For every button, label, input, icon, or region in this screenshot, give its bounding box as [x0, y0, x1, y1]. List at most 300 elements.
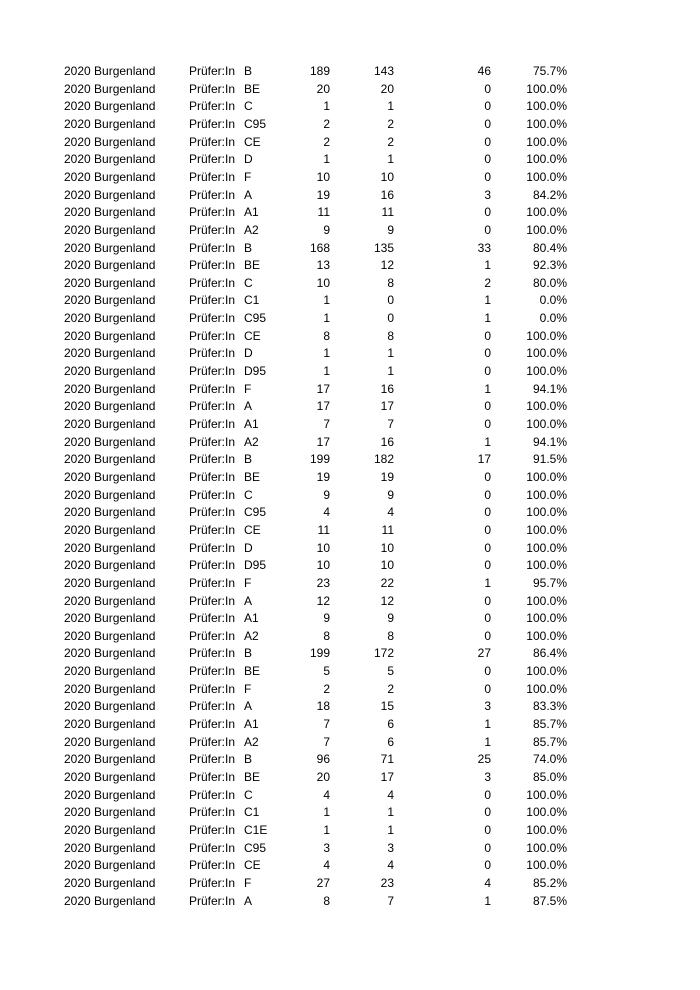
- failed-cell: 1: [484, 258, 491, 273]
- failed-cell: 3: [484, 770, 491, 784]
- role-cell: Prüfer:In: [189, 893, 236, 908]
- table-row: [0, 575, 700, 593]
- pass-rate-cell: 100.0%: [526, 540, 567, 555]
- license-class-cell: CE: [244, 522, 261, 537]
- total-cell: 8: [323, 328, 330, 343]
- total-cell: 1: [323, 346, 330, 361]
- license-class-cell: A2: [244, 222, 259, 237]
- region-year-cell: 2020 Burgenland: [64, 734, 156, 749]
- license-class-cell: C1: [244, 293, 260, 308]
- failed-cell: 0: [484, 328, 491, 343]
- failed-cell: 0: [484, 822, 491, 837]
- passed-cell: 16: [380, 381, 394, 396]
- role-cell: Prüfer:In: [189, 381, 236, 396]
- total-cell: 2: [323, 116, 330, 131]
- total-cell: 1: [323, 293, 330, 308]
- license-class-cell: F: [244, 575, 252, 590]
- license-class-cell: F: [244, 381, 252, 396]
- total-cell: 96: [316, 752, 330, 767]
- pass-rate-cell: 100.0%: [526, 116, 567, 131]
- role-cell: Prüfer:In: [189, 469, 236, 484]
- license-class-cell: D: [244, 540, 253, 555]
- table-row: [0, 593, 700, 611]
- license-class-cell: CE: [244, 328, 261, 343]
- license-class-cell: C: [244, 787, 253, 802]
- license-class-cell: B: [244, 646, 253, 661]
- role-cell: Prüfer:In: [189, 258, 236, 273]
- role-cell: Prüfer:In: [189, 752, 236, 767]
- pass-rate-cell: 75.7%: [532, 64, 567, 78]
- table-row: [0, 628, 700, 646]
- region-year-cell: 2020 Burgenland: [64, 487, 156, 502]
- total-cell: 1: [323, 805, 330, 820]
- pass-rate-cell: 100.0%: [526, 805, 567, 820]
- role-cell: Prüfer:In: [189, 805, 236, 820]
- region-year-cell: 2020 Burgenland: [64, 328, 156, 343]
- failed-cell: 0: [484, 152, 491, 167]
- table-row: [0, 857, 700, 875]
- passed-cell: 8: [387, 328, 394, 343]
- failed-cell: 0: [484, 346, 491, 361]
- role-cell: Prüfer:In: [189, 875, 236, 890]
- region-year-cell: 2020 Burgenland: [64, 258, 156, 273]
- total-cell: 4: [323, 505, 330, 520]
- total-cell: 2: [323, 681, 330, 696]
- license-class-cell: D: [244, 152, 253, 167]
- passed-cell: 22: [380, 575, 394, 590]
- role-cell: Prüfer:In: [189, 240, 236, 255]
- pass-rate-cell: 85.7%: [532, 734, 567, 749]
- passed-cell: 5: [387, 664, 394, 679]
- pass-rate-cell: 100.0%: [526, 611, 567, 626]
- region-year-cell: 2020 Burgenland: [64, 187, 156, 202]
- pass-rate-cell: 100.0%: [526, 399, 567, 414]
- total-cell: 199: [309, 646, 330, 661]
- role-cell: Prüfer:In: [189, 822, 236, 837]
- failed-cell: 25: [477, 752, 491, 767]
- pass-rate-cell: 100.0%: [526, 134, 567, 149]
- pass-rate-cell: 85.7%: [532, 717, 567, 732]
- table-row: [0, 81, 700, 99]
- role-cell: Prüfer:In: [189, 787, 236, 802]
- pass-rate-cell: 100.0%: [526, 558, 567, 573]
- license-class-cell: A1: [244, 611, 259, 626]
- passed-cell: 10: [380, 540, 394, 555]
- table-row: [0, 275, 700, 293]
- role-cell: Prüfer:In: [189, 134, 236, 149]
- region-year-cell: 2020 Burgenland: [64, 81, 156, 96]
- failed-cell: 0: [484, 593, 491, 608]
- license-class-cell: C95: [244, 311, 267, 326]
- total-cell: 20: [316, 770, 330, 784]
- role-cell: Prüfer:In: [189, 628, 236, 643]
- license-class-cell: B: [244, 452, 253, 467]
- region-year-cell: 2020 Burgenland: [64, 628, 156, 643]
- role-cell: Prüfer:In: [189, 487, 236, 502]
- license-class-cell: A: [244, 399, 253, 414]
- role-cell: Prüfer:In: [189, 611, 236, 626]
- license-class-cell: A: [244, 893, 253, 908]
- role-cell: Prüfer:In: [189, 99, 236, 114]
- license-class-cell: D95: [244, 558, 267, 573]
- table-row: [0, 522, 700, 540]
- pass-rate-cell: 100.0%: [526, 593, 567, 608]
- table-row: [0, 416, 700, 434]
- table-row: [0, 63, 700, 81]
- license-class-cell: F: [244, 875, 252, 890]
- total-cell: 13: [316, 258, 330, 273]
- role-cell: Prüfer:In: [189, 275, 236, 290]
- region-year-cell: 2020 Burgenland: [64, 805, 156, 820]
- total-cell: 10: [316, 275, 330, 290]
- table-row: [0, 663, 700, 681]
- failed-cell: 0: [484, 628, 491, 643]
- failed-cell: 0: [484, 611, 491, 626]
- table-row: [0, 328, 700, 346]
- table-row: [0, 875, 700, 893]
- failed-cell: 0: [484, 169, 491, 184]
- license-class-cell: A2: [244, 628, 259, 643]
- total-cell: 3: [323, 840, 330, 855]
- failed-cell: 27: [477, 646, 491, 661]
- role-cell: Prüfer:In: [189, 558, 236, 573]
- total-cell: 11: [317, 522, 330, 537]
- table-row: [0, 698, 700, 716]
- role-cell: Prüfer:In: [189, 187, 236, 202]
- pass-rate-cell: 74.0%: [532, 752, 567, 767]
- pass-rate-cell: 100.0%: [526, 81, 567, 96]
- total-cell: 12: [316, 593, 330, 608]
- role-cell: Prüfer:In: [189, 293, 236, 308]
- passed-cell: 182: [373, 452, 394, 467]
- table-row: [0, 98, 700, 116]
- region-year-cell: 2020 Burgenland: [64, 875, 156, 890]
- license-class-cell: BE: [244, 664, 261, 679]
- table-row: [0, 487, 700, 505]
- table-row: [0, 645, 700, 663]
- license-class-cell: A1: [244, 205, 259, 220]
- table-row: [0, 804, 700, 822]
- failed-cell: 0: [484, 222, 491, 237]
- passed-cell: 9: [387, 487, 394, 502]
- total-cell: 7: [323, 417, 330, 431]
- total-cell: 9: [323, 487, 330, 502]
- passed-cell: 6: [387, 734, 394, 749]
- region-year-cell: 2020 Burgenland: [64, 575, 156, 590]
- table-row: [0, 257, 700, 275]
- passed-cell: 71: [380, 752, 394, 767]
- table-row: [0, 222, 700, 240]
- region-year-cell: 2020 Burgenland: [64, 152, 156, 167]
- total-cell: 1: [323, 99, 330, 114]
- failed-cell: 0: [484, 81, 491, 96]
- license-class-cell: F: [244, 169, 252, 184]
- failed-cell: 0: [484, 840, 491, 855]
- role-cell: Prüfer:In: [189, 364, 236, 379]
- license-class-cell: C1E: [244, 822, 268, 837]
- license-class-cell: D95: [244, 364, 267, 379]
- table-row: [0, 292, 700, 310]
- pass-rate-cell: 84.2%: [532, 187, 567, 202]
- region-year-cell: 2020 Burgenland: [64, 822, 156, 837]
- failed-cell: 0: [484, 664, 491, 679]
- passed-cell: 172: [373, 646, 394, 661]
- pass-rate-cell: 100.0%: [526, 222, 567, 237]
- region-year-cell: 2020 Burgenland: [64, 275, 156, 290]
- table-row: [0, 681, 700, 699]
- role-cell: Prüfer:In: [189, 169, 236, 184]
- total-cell: 4: [323, 787, 330, 802]
- passed-cell: 12: [380, 593, 394, 608]
- role-cell: Prüfer:In: [189, 64, 236, 78]
- total-cell: 2: [323, 134, 330, 149]
- pass-rate-cell: 95.7%: [532, 575, 567, 590]
- passed-cell: 10: [380, 169, 394, 184]
- region-year-cell: 2020 Burgenland: [64, 717, 156, 732]
- total-cell: 17: [316, 399, 330, 414]
- pass-rate-cell: 0.0%: [539, 293, 567, 308]
- passed-cell: 19: [380, 469, 394, 484]
- pass-rate-cell: 100.0%: [526, 681, 567, 696]
- license-class-cell: A2: [244, 434, 259, 449]
- region-year-cell: 2020 Burgenland: [64, 311, 156, 326]
- region-year-cell: 2020 Burgenland: [64, 417, 156, 431]
- role-cell: Prüfer:In: [189, 434, 236, 449]
- region-year-cell: 2020 Burgenland: [64, 540, 156, 555]
- passed-cell: 7: [387, 417, 394, 431]
- region-year-cell: 2020 Burgenland: [64, 240, 156, 255]
- failed-cell: 0: [484, 505, 491, 520]
- region-year-cell: 2020 Burgenland: [64, 434, 156, 449]
- role-cell: Prüfer:In: [189, 858, 236, 873]
- region-year-cell: 2020 Burgenland: [64, 770, 156, 784]
- pass-rate-cell: 91.5%: [532, 452, 567, 467]
- passed-cell: 8: [387, 628, 394, 643]
- table-row: [0, 540, 700, 558]
- license-class-cell: A: [244, 593, 253, 608]
- failed-cell: 46: [477, 64, 491, 78]
- total-cell: 4: [323, 858, 330, 873]
- region-year-cell: 2020 Burgenland: [64, 699, 156, 714]
- license-class-cell: CE: [244, 858, 261, 873]
- total-cell: 18: [316, 699, 330, 714]
- failed-cell: 1: [484, 893, 491, 908]
- license-class-cell: A: [244, 699, 253, 714]
- region-year-cell: 2020 Burgenland: [64, 205, 156, 220]
- passed-cell: 4: [387, 505, 394, 520]
- region-year-cell: 2020 Burgenland: [64, 364, 156, 379]
- region-year-cell: 2020 Burgenland: [64, 522, 156, 537]
- region-year-cell: 2020 Burgenland: [64, 893, 156, 908]
- license-class-cell: B: [244, 752, 253, 767]
- total-cell: 17: [316, 434, 330, 449]
- region-year-cell: 2020 Burgenland: [64, 611, 156, 626]
- total-cell: 19: [316, 469, 330, 484]
- total-cell: 5: [323, 664, 330, 679]
- passed-cell: 1: [387, 364, 394, 379]
- failed-cell: 3: [484, 187, 491, 202]
- passed-cell: 135: [373, 240, 394, 255]
- pass-rate-cell: 100.0%: [526, 840, 567, 855]
- region-year-cell: 2020 Burgenland: [64, 134, 156, 149]
- role-cell: Prüfer:In: [189, 81, 236, 96]
- region-year-cell: 2020 Burgenland: [64, 381, 156, 396]
- total-cell: 168: [309, 240, 330, 255]
- license-class-cell: BE: [244, 258, 261, 273]
- pass-rate-cell: 100.0%: [526, 169, 567, 184]
- failed-cell: 4: [484, 875, 491, 890]
- pass-rate-cell: 100.0%: [526, 822, 567, 837]
- failed-cell: 1: [484, 575, 491, 590]
- table-row: [0, 151, 700, 169]
- pass-rate-cell: 100.0%: [526, 364, 567, 379]
- role-cell: Prüfer:In: [189, 699, 236, 714]
- pass-rate-cell: 0.0%: [539, 311, 567, 326]
- passed-cell: 11: [381, 205, 394, 220]
- failed-cell: 17: [477, 452, 491, 467]
- license-class-cell: A2: [244, 734, 259, 749]
- region-year-cell: 2020 Burgenland: [64, 99, 156, 114]
- pass-rate-cell: 100.0%: [526, 628, 567, 643]
- table-row: [0, 822, 700, 840]
- failed-cell: 0: [484, 787, 491, 802]
- pass-rate-cell: 80.0%: [532, 275, 567, 290]
- region-year-cell: 2020 Burgenland: [64, 169, 156, 184]
- license-class-cell: F: [244, 681, 252, 696]
- table-row: [0, 134, 700, 152]
- total-cell: 27: [316, 875, 330, 890]
- failed-cell: 1: [484, 717, 491, 732]
- passed-cell: 2: [387, 134, 394, 149]
- failed-cell: 0: [484, 487, 491, 502]
- table-row: [0, 310, 700, 328]
- failed-cell: 0: [484, 858, 491, 873]
- table-row: [0, 204, 700, 222]
- pass-rate-cell: 100.0%: [526, 469, 567, 484]
- passed-cell: 1: [387, 346, 394, 361]
- passed-cell: 16: [380, 187, 394, 202]
- passed-cell: 0: [387, 293, 394, 308]
- failed-cell: 0: [484, 469, 491, 484]
- total-cell: 9: [323, 222, 330, 237]
- total-cell: 189: [309, 64, 330, 78]
- table-row: [0, 363, 700, 381]
- region-year-cell: 2020 Burgenland: [64, 64, 156, 78]
- failed-cell: 0: [484, 134, 491, 149]
- total-cell: 7: [323, 717, 330, 732]
- table-row: [0, 734, 700, 752]
- passed-cell: 12: [380, 258, 394, 273]
- total-cell: 1: [323, 822, 330, 837]
- failed-cell: 33: [477, 240, 491, 255]
- region-year-cell: 2020 Burgenland: [64, 664, 156, 679]
- license-class-cell: CE: [244, 134, 261, 149]
- table-row: [0, 787, 700, 805]
- failed-cell: 0: [484, 399, 491, 414]
- passed-cell: 4: [387, 858, 394, 873]
- failed-cell: 1: [484, 434, 491, 449]
- passed-cell: 2: [387, 116, 394, 131]
- pass-rate-cell: 87.5%: [532, 893, 567, 908]
- role-cell: Prüfer:In: [189, 540, 236, 555]
- pass-rate-cell: 85.0%: [532, 770, 567, 784]
- role-cell: Prüfer:In: [189, 222, 236, 237]
- region-year-cell: 2020 Burgenland: [64, 681, 156, 696]
- table-row: [0, 557, 700, 575]
- passed-cell: 11: [381, 522, 394, 537]
- license-class-cell: A1: [244, 717, 259, 732]
- failed-cell: 0: [484, 364, 491, 379]
- passed-cell: 10: [380, 558, 394, 573]
- failed-cell: 0: [484, 417, 491, 431]
- license-class-cell: BE: [244, 469, 261, 484]
- pass-rate-cell: 100.0%: [526, 505, 567, 520]
- license-class-cell: A1: [244, 417, 259, 431]
- region-year-cell: 2020 Burgenland: [64, 646, 156, 661]
- license-class-cell: BE: [244, 770, 261, 784]
- total-cell: 19: [316, 187, 330, 202]
- region-year-cell: 2020 Burgenland: [64, 505, 156, 520]
- table-row: [0, 434, 700, 452]
- total-cell: 10: [316, 540, 330, 555]
- region-year-cell: 2020 Burgenland: [64, 858, 156, 873]
- table-row: [0, 893, 700, 911]
- region-year-cell: 2020 Burgenland: [64, 346, 156, 361]
- table-row: [0, 769, 700, 787]
- failed-cell: 0: [484, 99, 491, 114]
- pass-rate-cell: 100.0%: [526, 487, 567, 502]
- passed-cell: 16: [380, 434, 394, 449]
- table-row: [0, 187, 700, 205]
- total-cell: 1: [323, 311, 330, 326]
- license-class-cell: B: [244, 64, 253, 78]
- region-year-cell: 2020 Burgenland: [64, 116, 156, 131]
- pass-rate-cell: 100.0%: [526, 787, 567, 802]
- passed-cell: 1: [387, 805, 394, 820]
- region-year-cell: 2020 Burgenland: [64, 787, 156, 802]
- failed-cell: 0: [484, 540, 491, 555]
- failed-cell: 0: [484, 805, 491, 820]
- passed-cell: 1: [387, 99, 394, 114]
- region-year-cell: 2020 Burgenland: [64, 469, 156, 484]
- pass-rate-cell: 94.1%: [532, 381, 567, 396]
- failed-cell: 1: [484, 311, 491, 326]
- pass-rate-cell: 86.4%: [532, 646, 567, 661]
- license-class-cell: C95: [244, 505, 267, 520]
- total-cell: 1: [323, 364, 330, 379]
- table-row: [0, 610, 700, 628]
- license-class-cell: C: [244, 275, 253, 290]
- passed-cell: 9: [387, 222, 394, 237]
- pass-rate-cell: 92.3%: [532, 258, 567, 273]
- role-cell: Prüfer:In: [189, 717, 236, 732]
- pass-rate-cell: 94.1%: [532, 434, 567, 449]
- role-cell: Prüfer:In: [189, 346, 236, 361]
- role-cell: Prüfer:In: [189, 664, 236, 679]
- total-cell: 8: [323, 893, 330, 908]
- region-year-cell: 2020 Burgenland: [64, 293, 156, 308]
- pass-rate-cell: 100.0%: [526, 328, 567, 343]
- role-cell: Prüfer:In: [189, 840, 236, 855]
- region-year-cell: 2020 Burgenland: [64, 452, 156, 467]
- total-cell: 20: [316, 81, 330, 96]
- region-year-cell: 2020 Burgenland: [64, 593, 156, 608]
- failed-cell: 2: [484, 275, 491, 290]
- passed-cell: 143: [373, 64, 394, 78]
- table-row: [0, 345, 700, 363]
- role-cell: Prüfer:In: [189, 522, 236, 537]
- failed-cell: 1: [484, 734, 491, 749]
